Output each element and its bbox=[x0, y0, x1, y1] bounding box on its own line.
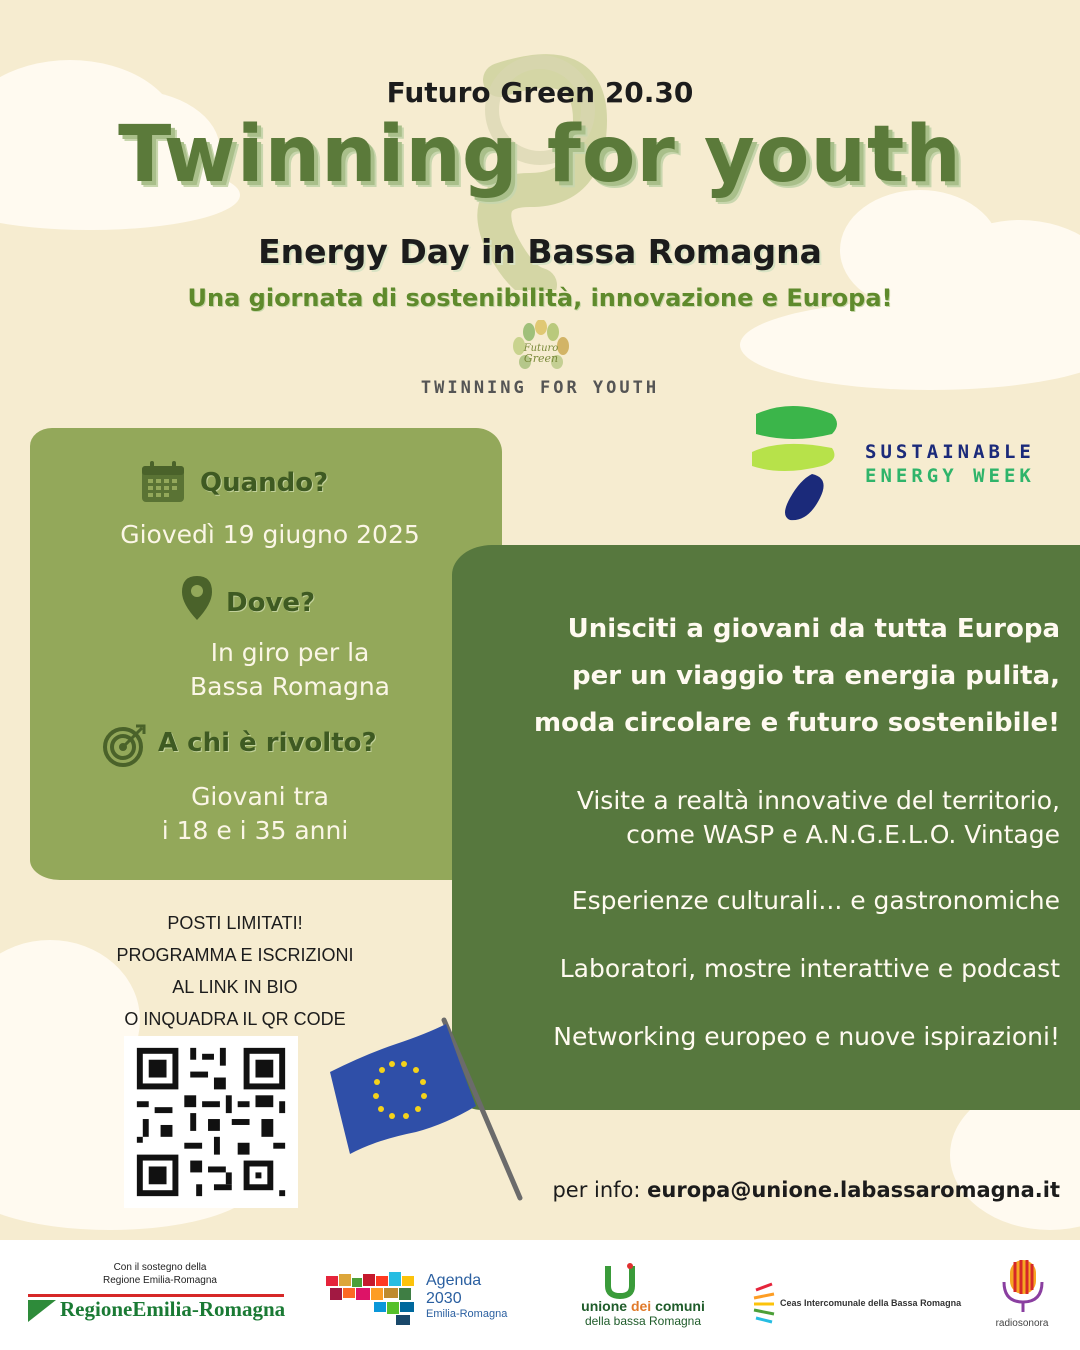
cta-line-1: POSTI LIMITATI! bbox=[167, 913, 303, 933]
contact-prefix: per info: bbox=[552, 1178, 641, 1202]
where-label: Dove? bbox=[226, 588, 316, 618]
ceas-logo-icon bbox=[752, 1282, 778, 1324]
logo-caption: TWINNING FOR YOUTH bbox=[420, 378, 660, 398]
activity-item: Visite a realtà innovative del territorio, bbox=[576, 786, 1060, 815]
sew-line-2: ENERGY WEEK bbox=[865, 465, 1035, 487]
futuro-green-logo-icon bbox=[505, 320, 577, 374]
event-title: Energy Day in Bassa Romagna bbox=[258, 232, 822, 271]
regione-logo bbox=[28, 1294, 284, 1328]
agenda-2030-text bbox=[426, 1272, 507, 1320]
when-value: Giovedì 19 giugno 2025 bbox=[120, 520, 420, 549]
qr-code[interactable] bbox=[124, 1036, 298, 1208]
target-audience-label: A chi è rivolto? bbox=[158, 728, 377, 758]
invitation-line-2: per un viaggio tra energia pulita, bbox=[571, 661, 1060, 691]
activity-item: Networking europeo e nuove ispirazioni! bbox=[553, 1022, 1060, 1051]
regione-flag-icon bbox=[28, 1300, 56, 1322]
unione-logo-text bbox=[568, 1298, 718, 1328]
location-pin-icon bbox=[180, 574, 214, 622]
invitation-text bbox=[460, 606, 1060, 747]
event-tagline: Una giornata di sostenibilità, innovazione e Europa! bbox=[187, 284, 893, 312]
eu-flag-icon bbox=[326, 1014, 526, 1204]
unione-subtitle: della bassa Romagna bbox=[584, 1314, 702, 1328]
unione-logo-icon bbox=[600, 1262, 640, 1300]
sustainable-energy-week-logo-icon bbox=[752, 404, 844, 524]
page-title: Twinning for youth bbox=[118, 110, 962, 200]
when-label: Quando? bbox=[200, 468, 329, 498]
unione-word-3: comuni bbox=[655, 1298, 705, 1314]
agenda-2030-logo-icon bbox=[326, 1272, 422, 1328]
cta-line-4: O INQUADRA IL QR CODE bbox=[124, 1009, 346, 1029]
contact-email-link[interactable]: europa@unione.labassaromagna.it bbox=[647, 1178, 1060, 1202]
radio-microphone-icon bbox=[1000, 1258, 1046, 1316]
cloud-decoration bbox=[740, 300, 1080, 390]
invitation-line-3: moda circolare e futuro sostenibile! bbox=[534, 708, 1060, 738]
regione-logo-text: RegioneEmilia-Romagna bbox=[60, 1297, 286, 1321]
agenda-line-3: Emilia-Romagna bbox=[426, 1308, 508, 1320]
logo-text-futuro: Futuro bbox=[523, 343, 559, 354]
unione-name bbox=[568, 1298, 718, 1314]
activity-item: come WASP e A.N.G.E.L.O. Vintage bbox=[626, 820, 1060, 849]
contact-info bbox=[552, 1178, 1060, 1202]
where-value-line-2: Bassa Romagna bbox=[189, 672, 391, 701]
agenda-line-1: Agenda bbox=[426, 1272, 482, 1289]
cta-line-3: AL LINK IN BIO bbox=[172, 977, 298, 997]
support-text-line-2: Regione Emilia-Romagna bbox=[103, 1275, 217, 1286]
program-subtitle: Futuro Green 20.30 bbox=[386, 76, 694, 109]
target-icon bbox=[102, 722, 148, 768]
cta-line-2: PROGRAMMA E ISCRIZIONI bbox=[116, 945, 354, 965]
ceas-text: Ceas Intercomunale della Bassa Romagna bbox=[780, 1298, 962, 1308]
target-audience-line-1: Giovani tra bbox=[191, 782, 329, 811]
activity-item: Esperienze culturali... e gastronomiche bbox=[571, 886, 1060, 915]
logo-text-green: Green bbox=[523, 352, 559, 365]
agenda-line-2: 2030 bbox=[426, 1290, 462, 1307]
registration-info bbox=[60, 907, 410, 1035]
radiosonora-text: radiosonora bbox=[995, 1318, 1049, 1329]
unione-word-1: unione bbox=[581, 1298, 628, 1314]
unione-word-2: dei bbox=[630, 1298, 652, 1314]
calendar-icon bbox=[140, 460, 186, 504]
support-text-line-1: Con il sostegno della bbox=[113, 1262, 207, 1273]
activity-item: Laboratori, mostre interattive e podcast bbox=[559, 954, 1060, 983]
qr-code-icon bbox=[124, 1036, 298, 1208]
where-value-line-1: In giro per la bbox=[210, 638, 370, 667]
sew-title bbox=[865, 440, 1035, 488]
target-audience-line-2: i 18 e i 35 anni bbox=[161, 816, 349, 845]
sew-line-1: SUSTAINABLE bbox=[865, 441, 1035, 463]
invitation-line-1: Unisciti a giovani da tutta Europa bbox=[567, 614, 1060, 644]
